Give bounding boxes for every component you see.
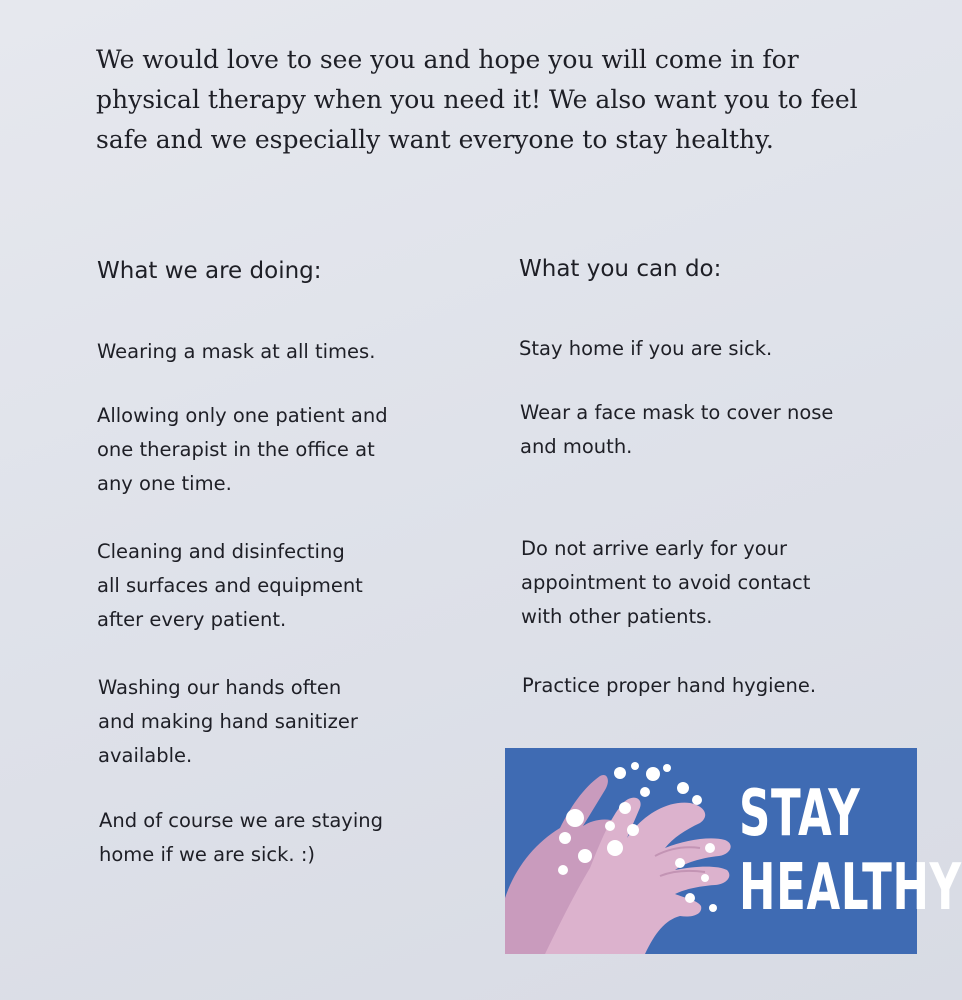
intro-paragraph	[96, 40, 896, 160]
left-item-washing	[98, 671, 358, 773]
intro-line: safe and we especially want everyone to stay healthy.	[96, 125, 774, 154]
item-line: Practice proper hand hygiene.	[522, 674, 817, 697]
item-line: Washing our hands often	[98, 676, 342, 699]
intro-line: We would love to see you and hope you will come in for	[96, 45, 799, 74]
item-line: appointment to avoid contact	[521, 571, 811, 594]
item-line: available.	[98, 744, 193, 767]
left-item-staying-home	[99, 804, 383, 872]
left-item-one-patient	[97, 399, 388, 501]
item-line: Do not arrive early for your	[521, 537, 788, 560]
item-line: And of course we are staying	[99, 809, 383, 832]
item-line: all surfaces and equipment	[97, 574, 363, 597]
intro-line: physical therapy when you need it! We also want you to feel	[96, 85, 858, 114]
item-line: after every patient.	[97, 608, 287, 631]
right-item-hygiene	[522, 669, 816, 703]
item-line: Wearing a mask at all times.	[97, 340, 376, 363]
left-item-mask	[97, 335, 375, 369]
item-line: with other patients.	[521, 605, 713, 628]
item-line: Stay home if you are sick.	[519, 337, 773, 360]
item-line: Wear a face mask to cover nose	[520, 401, 834, 424]
item-line: Allowing only one patient and	[97, 404, 388, 427]
right-item-face-mask	[520, 396, 833, 464]
left-item-cleaning	[97, 535, 363, 637]
stay-healthy-banner	[505, 748, 962, 954]
item-line: one therapist in the office at	[97, 438, 375, 461]
item-line: Cleaning and disinfecting	[97, 540, 345, 563]
item-line: and making hand sanitizer	[98, 710, 358, 733]
right-item-stay-home	[519, 332, 772, 366]
left-column-heading: What we are doing:	[97, 258, 322, 284]
right-column-heading: What you can do:	[519, 256, 722, 282]
item-line: any one time.	[97, 472, 232, 495]
item-line: home if we are sick. :)	[99, 843, 316, 866]
item-line: and mouth.	[520, 435, 633, 458]
right-item-arrive	[521, 532, 810, 634]
banner-title-line2: HEALTHY	[739, 851, 962, 925]
banner-title-line1: STAY	[739, 777, 861, 851]
